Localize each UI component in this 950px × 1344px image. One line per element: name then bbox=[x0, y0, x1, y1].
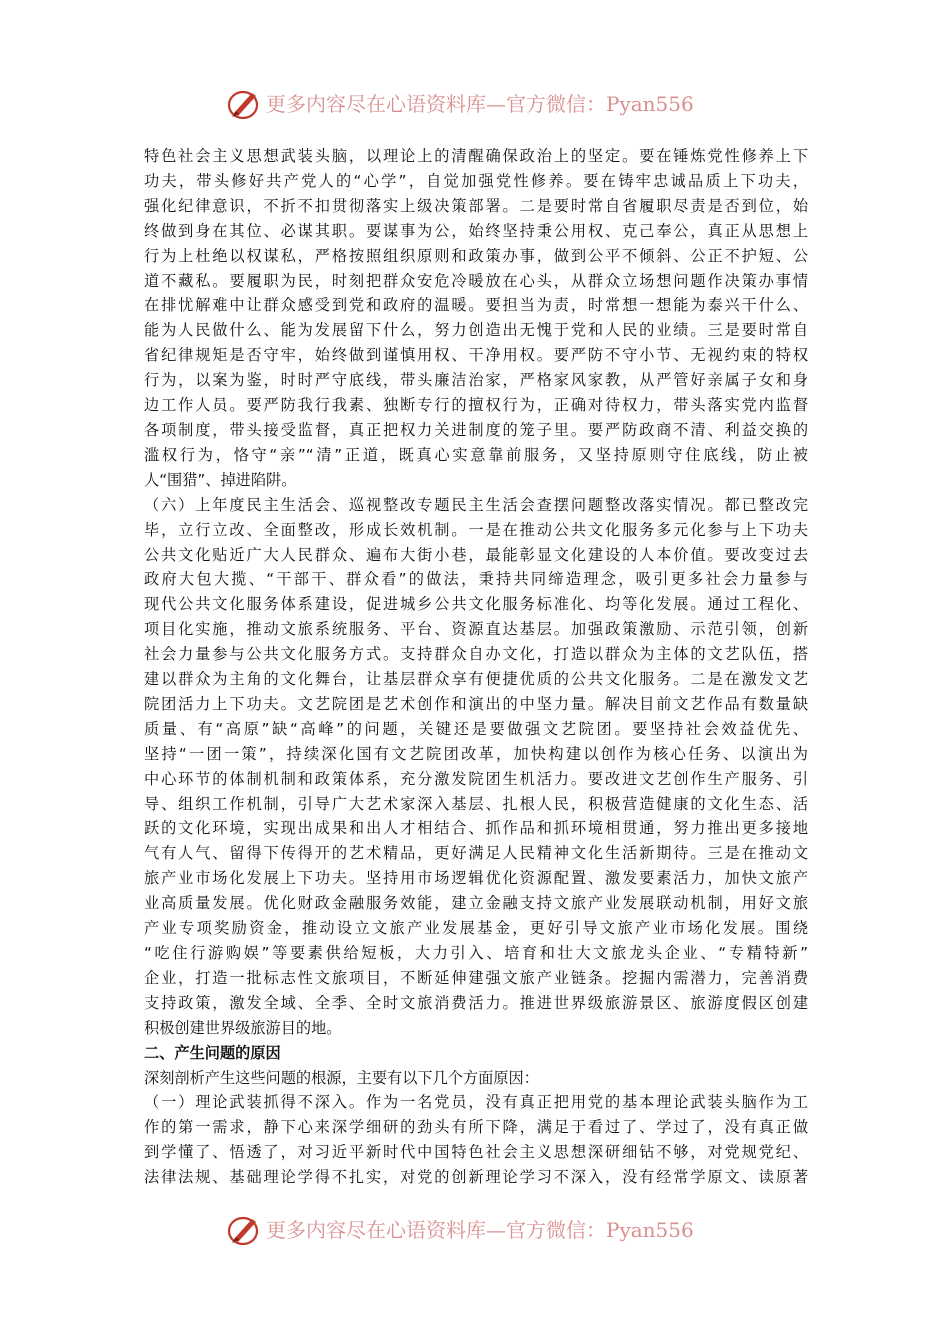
banner-text: 更多内容尽在心语资料库—官方微信：Pyan556 bbox=[266, 92, 694, 116]
text-line: 法律法规、基础理论学得不扎实，对党的创新理论学习不深入，没有经常学原文、读原著 bbox=[144, 1168, 808, 1187]
text-line: 强化纪律意识，不折不扣贯彻落实上级决策部署。二是要时常自省履职尽责是否到位，始 bbox=[144, 196, 808, 215]
text-line: 毕，立行立改、全面整改，形成长效机制。一是在推动公共文化服务多元化参与上下功夫 bbox=[144, 520, 808, 539]
paragraph-4 bbox=[144, 1090, 808, 1190]
text-line: 人“围猎”、掉进陷阱。 bbox=[144, 470, 297, 489]
text-line: （六）上年度民主生活会、巡视整改专题民主生活会查摆问题整改落实情况。都已整改完 bbox=[144, 495, 808, 514]
heading-text: 二、产生问题的原因 bbox=[144, 1043, 281, 1062]
text-line: 到学懂了、悟透了，对习近平新时代中国特色社会主义思想深研细钻不够，对党规党纪、 bbox=[144, 1143, 808, 1162]
document-body bbox=[144, 144, 808, 1190]
text-line: 坚持“一团一策”，持续深化国有文艺院团改革，加快构建以创作为核心任务、以演出为 bbox=[144, 744, 808, 763]
banner-text: 更多内容尽在心语资料库—官方微信：Pyan556 bbox=[266, 1218, 694, 1242]
text-line: 公共文化贴近广大人民群众、遍布大街小巷，最能彰显文化建设的人本价值。要改变过去 bbox=[144, 545, 808, 564]
text-line: “吃住行游购娱”等要素供给短板，大力引入、培育和壮大文旅龙头企业、“专精特新” bbox=[144, 944, 808, 962]
text-line: 积极创建世界级旅游目的地。 bbox=[144, 1018, 342, 1037]
text-line: 在排忧解难中让群众感受到党和政府的温暖。要担当为责，时常想一想能为泰兴干什么、 bbox=[144, 296, 808, 315]
pen-logo-icon bbox=[226, 87, 262, 121]
text-line: 特色社会主义思想武装头脑，以理论上的清醒确保政治上的坚定。要在锤炼党性修养上下 bbox=[144, 147, 808, 165]
watermark-banner-bottom bbox=[0, 1210, 950, 1250]
section-heading bbox=[144, 1041, 808, 1066]
text-line: 终做到身在其位、必谋其职。要谋事为公，始终坚持秉公用权、克己奉公，真正从思想上 bbox=[144, 221, 808, 240]
text-line: 道不藏私。要履职为民，时刻把群众安危冷暖放在心头，从群众立场想问题作决策办事情 bbox=[144, 271, 808, 290]
text-line: 边工作人员。要严防我行我素、独断专行的擅权行为，正确对待权力，带头落实党内监督 bbox=[144, 396, 808, 415]
text-line: 功夫，带头修好共产党人的“心学”，自觉加强党性修养。要在铸牢忠诚品质上下功夫， bbox=[144, 171, 808, 190]
text-line: 质量、有“高原”缺“高峰”的问题，关键还是要做强文艺院团。要坚持社会效益优先、 bbox=[144, 719, 808, 738]
text-line: 现代公共文化服务体系建设，促进城乡公共文化服务标准化、均等化发展。通过工程化、 bbox=[144, 595, 808, 614]
text-line: 业高质量发展。优化财政金融服务效能，建立金融支持文旅产业发展联动机制，用好文旅 bbox=[144, 894, 808, 913]
text-line: 项目化实施，推动文旅系统服务、平台、资源直达基层。加强政策激励、示范引领，创新 bbox=[144, 620, 808, 639]
text-line: 跃的文化环境，实现出成果和出人才相结合、抓作品和抓环境相贯通，努力推出更多接地 bbox=[144, 819, 808, 838]
text-line: 政府大包大揽、“干部干、群众看”的做法，秉持共同缔造理念，吸引更多社会力量参与 bbox=[144, 570, 808, 589]
paragraph-2-end bbox=[144, 1016, 808, 1041]
text-line: 建以群众为主角的文化舞台，让基层群众享有便捷优质的公共文化服务。二是在激发文艺 bbox=[144, 670, 808, 689]
text-line: 支持政策，激发全域、全季、全时文旅消费活力。推进世界级旅游景区、旅游度假区创建 bbox=[144, 993, 808, 1012]
text-line: 产业专项奖励资金，推动设立文旅产业发展基金，更好引导文旅产业市场化发展。围绕 bbox=[144, 919, 808, 938]
paragraph-3 bbox=[144, 1066, 808, 1091]
text-line: 能为人民做什么、能为发展留下什么，努力创造出无愧于党和人民的业绩。三是要时常自 bbox=[144, 321, 808, 340]
text-line: 各项制度，带头接受监督，真正把权力关进制度的笼子里。要严防政商不清、利益交换的 bbox=[144, 420, 808, 439]
text-line: 中心环节的体制机制和政策体系，充分激发院团生机活力。要改进文艺创作生产服务、引 bbox=[144, 769, 808, 788]
text-line: 企业，打造一批标志性文旅项目，不断延伸建强文旅产业链条。挖掘内需潜力，完善消费 bbox=[144, 968, 808, 987]
paragraph-1 bbox=[144, 144, 808, 468]
text-line: 导、组织工作机制，引导广大艺术家深入基层、扎根人民，积极营造健康的文化生态、活 bbox=[144, 794, 808, 813]
watermark-banner-top bbox=[0, 84, 950, 124]
text-line: 旅产业市场化发展上下功夫。坚持用市场逻辑优化资源配置、激发要素活力，加快文旅产 bbox=[144, 869, 808, 888]
text-line: 行为，以案为鉴，时时严守底线，带头廉洁治家，严格家风家教，从严管好亲属子女和身 bbox=[144, 371, 808, 390]
text-line: 作的第一需求，静下心来深学细研的劲头有所下降，满足于看过了、学过了，没有真正做 bbox=[144, 1118, 808, 1137]
text-line: 滥权行为，恪守“亲”“清”正道，既真心实意靠前服务，又坚持原则守住底线，防止被 bbox=[144, 445, 808, 464]
text-line: 行为上杜绝以权谋私，严格按照组织原则和政策办事，做到公平不倾斜、公正不护短、公 bbox=[144, 246, 808, 265]
text-line: 社会力量参与公共文化服务方式。支持群众自办文化，打造以群众为主体的文艺队伍，搭 bbox=[144, 645, 808, 664]
text-line: 深刻剖析产生这些问题的根源，主要有以下几个方面原因： bbox=[144, 1068, 539, 1087]
paragraph-1-end bbox=[144, 468, 808, 493]
text-line: 院团活力上下功夫。文艺院团是艺术创作和演出的中坚力量。解决目前文艺作品有数量缺 bbox=[144, 694, 808, 713]
text-line: （一）理论武装抓得不深入。作为一名党员，没有真正把用党的基本理论武装头脑作为工 bbox=[144, 1093, 808, 1112]
pen-logo-icon bbox=[226, 1213, 262, 1247]
text-line: 省纪律规矩是否守牢，始终做到谨慎用权、干净用权。要严防不守小节、无视约束的特权 bbox=[144, 346, 808, 365]
paragraph-2 bbox=[144, 493, 808, 1016]
text-line: 气有人气、留得下传得开的艺术精品，更好满足人民精神文化生活新期待。三是在推动文 bbox=[144, 844, 808, 863]
